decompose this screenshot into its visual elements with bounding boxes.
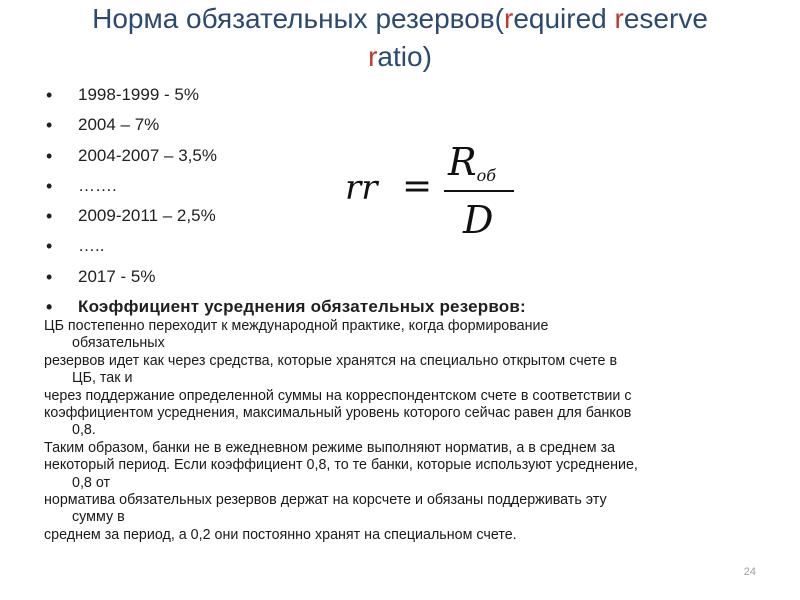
title-line-2 (20, 38, 780, 76)
paragraph-line: сумму в (72, 509, 125, 526)
bullet-list (46, 80, 526, 322)
bullet-item: • ….. (46, 231, 526, 261)
bullet-item: • 2004-2007 – 3,5% (46, 141, 526, 171)
bullet-item: • 2017 - 5% (46, 262, 526, 292)
bullet-item: • 2009-2011 – 2,5% (46, 201, 526, 231)
formula-denominator: D (463, 198, 494, 242)
fraction-bar (444, 190, 514, 192)
formula-numerator (448, 140, 496, 184)
explanation-paragraph (44, 318, 774, 544)
title-text-4: atio) (377, 41, 432, 72)
bullet-item-heading: • Коэффициент усреднения обязательных резервов: (46, 292, 526, 322)
paragraph-line: норматива обязательных резервов держат на корсчете и обязаны поддерживать эту (44, 492, 607, 509)
formula-equals: = (402, 166, 433, 207)
paragraph-line: 0,8. (72, 422, 96, 439)
formula-numerator-symbol: R (448, 140, 477, 184)
title-text-2: equired (513, 3, 615, 34)
paragraph-line: ЦБ, так и (72, 370, 133, 387)
paragraph-line: ЦБ постепенно переходит к международной практике, когда формирование (44, 318, 549, 334)
bullet-item: • ……. (46, 171, 526, 201)
paragraph-line: некоторый период. Если коэффициент 0,8, то те банки, которые используют усреднение, (44, 457, 638, 474)
paragraph-line: 0,8 от (72, 474, 111, 491)
page-number: 24 (743, 566, 756, 578)
title-text-3: eserve (623, 3, 708, 34)
paragraph-line: обязательных (72, 335, 165, 352)
title-highlight-r2: r (614, 3, 624, 34)
paragraph-line: через поддержание определенной суммы на корреспондентском счете в соответствии с (44, 387, 632, 404)
bullet-item: • 1998-1999 - 5% (46, 80, 526, 110)
formula-lhs: rr (345, 168, 378, 208)
paragraph-line: коэффициентом усреднения, максимальный уровень которого сейчас равен для банков (44, 405, 632, 422)
paragraph-line: Таким образом, банки не в ежедневном режиме выполняют норматив, а в среднем за (44, 439, 616, 456)
paragraph-line: среднем за период, а 0,2 они постоянно хранят на специальном счете. (44, 526, 517, 543)
bullet-item: • 2004 – 7% (46, 110, 526, 140)
formula-numerator-subscript: об (476, 166, 497, 185)
paragraph-line: резервов идет как через средства, которые хранятся на специально открытом счете в (44, 352, 618, 369)
title-highlight-r1: r (504, 3, 514, 34)
title-highlight-r3: r (368, 41, 378, 72)
slide-title (20, 0, 780, 76)
title-text-1: Норма обязательных резервов( (92, 3, 504, 34)
